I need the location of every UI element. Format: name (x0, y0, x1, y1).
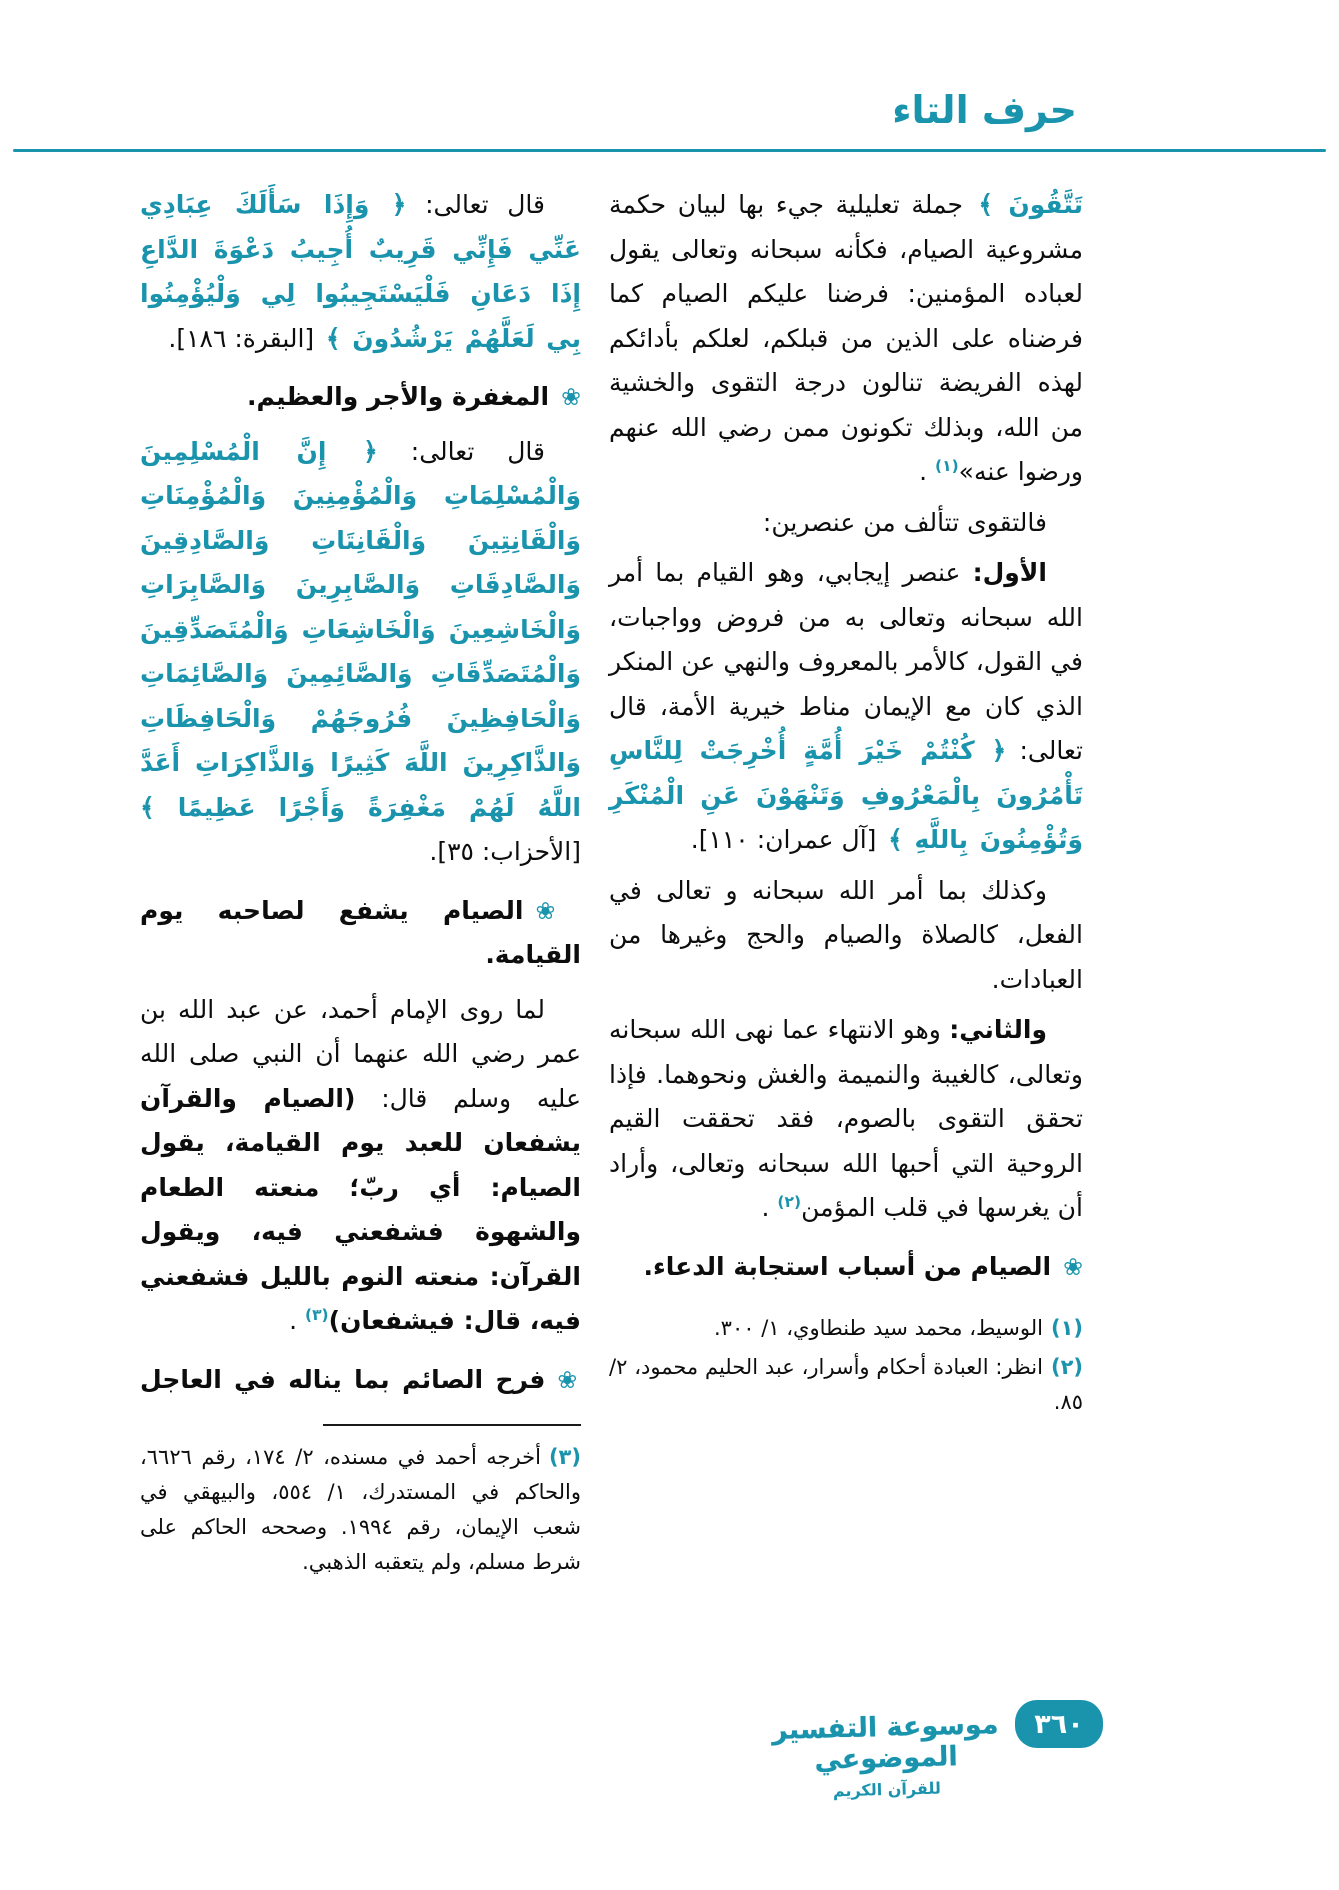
paragraph (140, 988, 581, 1344)
heading-text: المغفرة والأجر والعظيم. (246, 382, 550, 411)
column-right (609, 183, 1083, 1424)
publisher-logo (764, 1709, 1008, 1802)
paragraph (609, 551, 1083, 863)
logo-subtitle: للقرآن الكريم (832, 1778, 942, 1801)
emphasis-text: والثاني: (949, 1015, 1047, 1044)
paragraph (609, 1008, 1083, 1231)
footnote (140, 1440, 581, 1579)
heading-text: فرح الصائم بما يناله في العاجل (140, 1364, 546, 1394)
section-heading (140, 889, 581, 978)
body-text: . (919, 457, 935, 486)
flower-bullet-icon: ❀ (561, 383, 581, 411)
body-text: وكذلك بما أمر الله سبحانه و تعالى في الفعل، كالصلاة والصيام والحج وغيرها من العبادات. (609, 875, 1083, 994)
flower-bullet-icon: ❀ (557, 1365, 581, 1394)
chapter-header: حرف التاء (892, 88, 1077, 132)
footnotes-right (609, 1311, 1083, 1420)
quran-text: ﴿ كُنْتُمْ خَيْرَ أُمَّةٍ أُخْرِجَتْ لِلنَّاسِ تَأْمُرُونَ بِالْمَعْرُوفِ وَتَنْهَوْنَ عَنِ الْمُنْكَرِ وَتُؤْمِنُونَ بِاللَّهِ ﴾ (609, 736, 1083, 854)
footnote (609, 1350, 1083, 1420)
quran-text: ﴿ وَإِذَا سَأَلَكَ عِبَادِي عَنِّي فَإِنِّي قَرِيبٌ أُجِيبُ دَعْوَةَ الدَّاعِ إِذَا دَعَانِ فَلْيَسْتَجِيبُوا لِي وَلْيُؤْمِنُوا بِي لَعَلَّهُمْ يَرْشُدُونَ ﴾ (140, 190, 581, 353)
body-text: . (761, 1193, 778, 1222)
body-text: لما روى الإمام أحمد، عن عبد الله بن عمر رضي الله عنهما أن النبي صلى الله عليه وسلم قال: (140, 994, 581, 1113)
footnote-ref: (٢) (777, 1193, 802, 1212)
paragraph (140, 430, 581, 875)
footnote-text: الوسيط، محمد سيد طنطاوي، ١/ ٣٠٠. (713, 1316, 1043, 1340)
paragraph (140, 183, 581, 361)
body-text: [الأحزاب: ٣٥]. (429, 837, 581, 866)
section-heading (140, 1358, 581, 1403)
footnote-number: (٢) (1050, 1354, 1083, 1379)
section-heading (140, 375, 581, 420)
page-number: ٣٦٠ (1034, 1708, 1084, 1740)
quran-text: ﴿ إِنَّ الْمُسْلِمِينَ وَالْمُسْلِمَاتِ وَالْمُؤْمِنِينَ وَالْمُؤْمِنَاتِ وَالْقَانِتِينَ وَالْقَانِتَاتِ وَالصَّادِقِينَ وَالصَّادِقَاتِ وَالصَّابِرِينَ وَالصَّابِرَاتِ وَالْخَاشِعِينَ وَالْخَاشِعَاتِ وَالْمُتَصَدِّقِينَ وَالْمُتَصَدِّقَاتِ وَالصَّائِمِينَ وَالصَّائِمَاتِ وَالْحَافِظِينَ فُرُوجَهُمْ وَالْحَافِظَاتِ وَالذَّاكِرِينَ اللَّهَ كَثِيرًا وَالذَّاكِرَاتِ أَعَدَّ اللَّهُ لَهُمْ مَغْفِرَةً وَأَجْرًا عَظِيمًا ﴾ (140, 436, 581, 822)
paragraph (609, 501, 1083, 546)
page-number-badge (1015, 1700, 1103, 1748)
body-text: قال تعالى: (377, 436, 545, 466)
body-text: [آل عمران: ١١٠]. (690, 825, 877, 854)
body-text: عنصر إيجابي، وهو القيام بما أمر الله سبحانه وتعالى به من فروض وواجبات، في القول، كالأمر بالمعروف والنهي عن المنكر الذي كان مع الإيمان مناط خيرية الأمة، قال تعالى: (609, 558, 1083, 765)
footnote-ref: (٣) (304, 1306, 329, 1325)
body-text: قال تعالى: (406, 190, 545, 219)
footnotes-left (140, 1424, 581, 1579)
footnotes-separator (323, 1424, 581, 1426)
body-text: وهو الانتهاء عما نهى الله سبحانه وتعالى، كالغيبة والنميمة والغش ونحوهما. فإذا تحقق التقوى بالصوم، فقد تحققت القيم الروحية التي أحبها الله سبحانه وتعالى، وأراد أن يغرسها في قلب المؤمن (609, 1015, 1083, 1222)
header-rule (13, 149, 1326, 152)
footnote-number: (١) (1050, 1316, 1083, 1340)
heading-text: الصيام يشفع لصاحبه يوم القيامة. (140, 895, 581, 969)
flower-bullet-icon: ❀ (1063, 1252, 1083, 1281)
paragraph (609, 183, 1083, 495)
paragraphs-right (609, 183, 1083, 1289)
body-text: جملة تعليلية جيء بها لبيان حكمة مشروعية الصيام، فكأنه سبحانه وتعالى يقول لعباده المؤمنين: فرضنا عليكم الصيام كما فرضناه على الذين من قبلكم، لعلكم بأدائكم لهذه الفريضة تنالون درجة التقوى والخشية من الله، وبذلك تكونون ممن رضي الله عنهم ورضوا عنه» (609, 190, 1083, 486)
body-text: فالتقوى تتألف من عنصرين: (762, 507, 1047, 537)
text-columns (140, 183, 1083, 1583)
footnote-ref: (١) (935, 457, 959, 476)
emphasis-text: الأول: (972, 558, 1047, 587)
footnote-text: انظر: العبادة أحكام وأسرار، عبد الحليم محمود، ٢/ ٨٥. (609, 1354, 1083, 1414)
paragraph (609, 869, 1083, 1003)
footnote-number: (٣) (548, 1445, 581, 1469)
footnote (609, 1311, 1083, 1346)
footnotes-list-right (609, 1311, 1083, 1420)
flower-bullet-icon: ❀ (535, 896, 581, 925)
quran-text: تَتَّقُونَ ﴾ (962, 190, 1084, 219)
footnote-text: أخرجه أحمد في مسنده، ٢/ ١٧٤، رقم ٦٦٢٦، والحاكم في المستدرك، ١/ ٥٥٤، والبيهقي في شعب الإيمان، رقم ١٩٩٤. وصححه الحاكم على شرط مسلم، ولم يتعقبه الذهبي. (140, 1445, 581, 1574)
heading-text: الصيام من أسباب استجابة الدعاء. (643, 1251, 1052, 1281)
body-text: [البقرة: ١٨٦]. (168, 323, 315, 353)
footnotes-list-left (140, 1440, 581, 1579)
section-heading (609, 1245, 1083, 1290)
column-left (140, 183, 581, 1583)
body-text: . (289, 1306, 305, 1335)
emphasis-text: (الصيام والقرآن يشفعان للعبد يوم القيامة، يقول الصيام: أي ربّ؛ منعته الطعام والشهوة فشفعني فيه، ويقول القرآن: منعته النوم بالليل فشفعني فيه، قال: فيشفعان) (140, 1083, 581, 1335)
paragraphs-left (140, 183, 581, 1402)
logo-title: موسوعة التفسير الموضوعي (771, 1709, 999, 1776)
